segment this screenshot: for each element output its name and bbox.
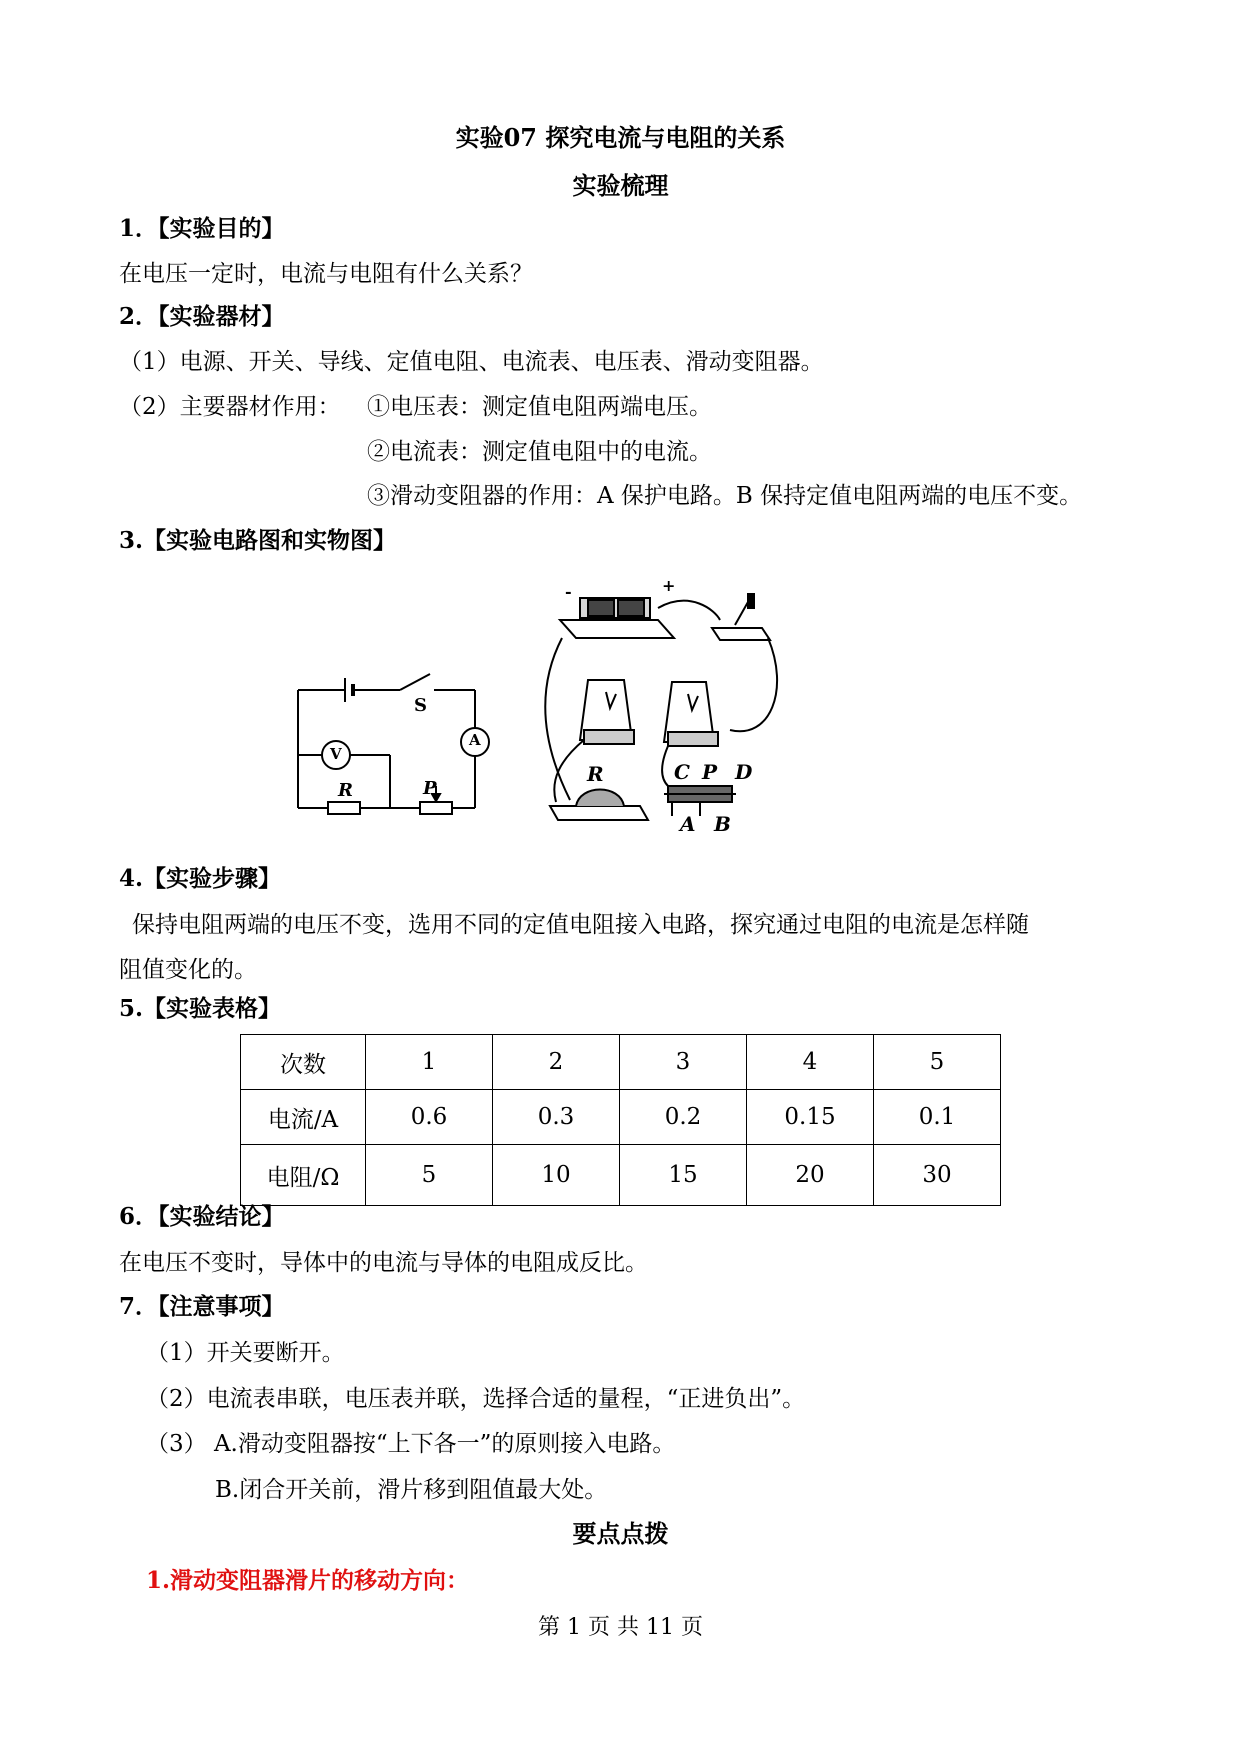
table-cell: 5 — [366, 1145, 493, 1206]
voltmeter-role: ①电压表：测定值电阻两端电压。 — [367, 394, 712, 420]
table-cell: 0.2 — [620, 1090, 747, 1145]
slider-p-label: P — [702, 760, 718, 784]
heading-steps: 4.【实验步骤】 — [119, 865, 282, 892]
table-cell: 0.3 — [493, 1090, 620, 1145]
page-footer: 第 1 页 共 11 页 — [538, 1615, 703, 1640]
battery-minus-label: - — [565, 582, 572, 601]
circuit-diagram — [290, 660, 510, 840]
table-cell: 15 — [620, 1145, 747, 1206]
equipment-role-prefix: （2）主要器材作用： — [119, 394, 341, 420]
table-cell: 次数 — [241, 1035, 366, 1090]
slider-label: P — [423, 778, 437, 799]
note-2: （2）电流表串联，电压表并联，选择合适的量程，“正进负出”。 — [146, 1386, 806, 1412]
heading-equipment: 2．【实验器材】 — [119, 303, 285, 330]
table-cell: 电流/A — [241, 1090, 366, 1145]
section-subtitle: 实验梳理 — [572, 171, 669, 200]
table-row — [241, 1145, 1001, 1206]
terminal-a-label: A — [680, 812, 696, 836]
physical-resistor-label: R — [587, 762, 604, 786]
table-cell: 电阻/Ω — [241, 1145, 366, 1206]
conclusion-text: 在电压不变时，导体中的电流与导体的电阻成反比。 — [119, 1250, 648, 1276]
rheostat-role: ③滑动变阻器的作用：A 保护电路。B 保持定值电阻两端的电压不变。 — [367, 483, 1083, 509]
terminal-b-label: B — [714, 812, 731, 836]
heading-circuit: 3.【实验电路图和实物图】 — [119, 527, 397, 554]
table-row — [241, 1035, 1001, 1090]
note-1: （1）开关要断开。 — [146, 1340, 345, 1366]
table-cell: 4 — [747, 1035, 874, 1090]
keypoints-title: 要点点拨 — [572, 1519, 669, 1548]
table-cell: 0.15 — [747, 1090, 874, 1145]
table-row — [241, 1090, 1001, 1145]
table-cell: 1 — [366, 1035, 493, 1090]
table-cell: 0.1 — [874, 1090, 1001, 1145]
heading-conclusion: 6．【实验结论】 — [119, 1203, 285, 1230]
heading-notes: 7．【注意事项】 — [119, 1293, 285, 1320]
physical-setup-picture — [540, 580, 800, 840]
ammeter-label: A — [469, 731, 481, 749]
resistor-label: R — [338, 780, 353, 801]
terminal-c-label: C — [674, 760, 690, 784]
voltmeter-label: V — [330, 745, 342, 763]
table-cell: 3 — [620, 1035, 747, 1090]
heading-table: 5.【实验表格】 — [119, 995, 282, 1022]
experiment-table — [240, 1034, 1001, 1206]
table-cell: 0.6 — [366, 1090, 493, 1145]
table-cell: 20 — [747, 1145, 874, 1206]
note-3b: B.闭合开关前，滑片移到阻值最大处。 — [215, 1477, 608, 1503]
table-cell: 2 — [493, 1035, 620, 1090]
heading-purpose: 1．【实验目的】 — [119, 215, 285, 242]
battery-plus-label: + — [662, 576, 676, 595]
switch-label: S — [414, 695, 427, 716]
document-title: 实验07 探究电流与电阻的关系 — [455, 123, 786, 152]
steps-line-1: 保持电阻两端的电压不变，选用不同的定值电阻接入电路，探究通过电阻的电流是怎样随 — [132, 912, 1029, 938]
ammeter-role: ②电流表：测定值电阻中的电流。 — [367, 439, 712, 465]
table-cell: 30 — [874, 1145, 1001, 1206]
keypoint-1: 1.滑动变阻器滑片的移动方向： — [146, 1567, 470, 1594]
terminal-d-label: D — [735, 760, 753, 784]
equipment-list: （1）电源、开关、导线、定值电阻、电流表、电压表、滑动变阻器。 — [119, 349, 824, 375]
purpose-text: 在电压一定时，电流与电阻有什么关系？ — [119, 261, 533, 287]
steps-line-2: 阻值变化的。 — [119, 957, 257, 983]
note-3: （3） A.滑动变阻器按“上下各一”的原则接入电路。 — [146, 1431, 676, 1457]
table-cell: 5 — [874, 1035, 1001, 1090]
table-cell: 10 — [493, 1145, 620, 1206]
